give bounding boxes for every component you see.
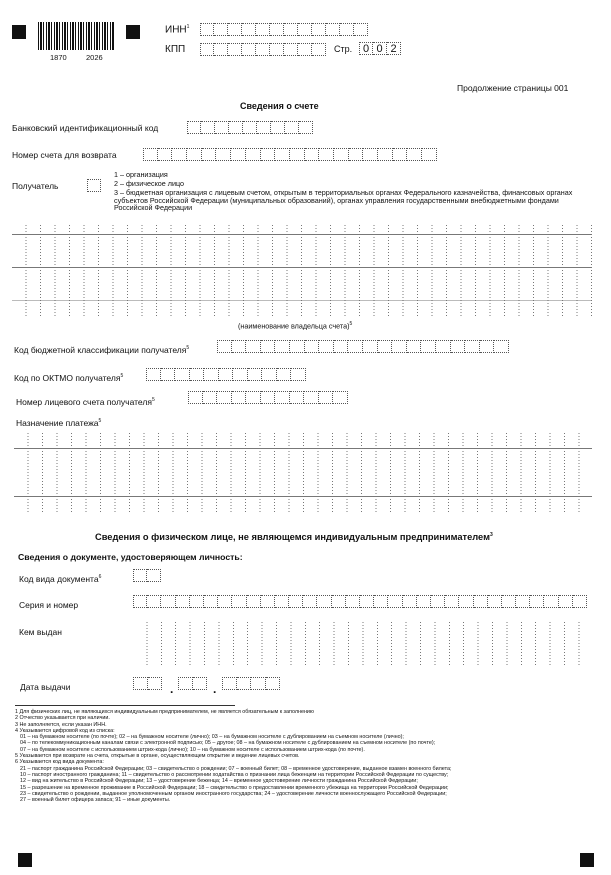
document-code-cells[interactable]: [133, 569, 161, 582]
footnote: 12 – вид на жительство в Российской Федерации; 13 – удостоверение беженца; 14 – временное удостоверение личности гражданина Российской Федерации;: [20, 778, 418, 785]
series-number-cells[interactable]: [133, 595, 587, 608]
owner-name-caption: (наименование владельца счета)$^5$: [238, 321, 353, 331]
footnote: 10 – паспорт иностранного гражданина; 11 – свидетельство о рассмотрении ходатайства о признании лица беженцем на территории Российской Федерации по существу;: [20, 771, 449, 778]
corner-marker-bottom-left: [18, 853, 32, 867]
personal-account-label: Номер лицевого счета получателя$^5$: [16, 397, 155, 407]
footnote: 2 Отчество указывается при наличии.: [15, 715, 110, 722]
kbk-label: Код бюджетной классификации получателя$^5$: [14, 345, 190, 355]
footnote: 4 Указывается цифровой код из списка:: [15, 727, 115, 734]
footnote: 1 Для физических лиц, не являющихся индивидуальным предпринимателем, не является обязательным к заполнению: [15, 709, 314, 715]
footnote-divider: [15, 705, 235, 706]
page-digit: 2: [387, 42, 401, 55]
series-number-label: Серия и номер: [19, 600, 79, 610]
person-section-title: Сведения о физическом лице, не являющемся индивидуальным предпринимателем$^3$: [95, 532, 493, 543]
kbk-cells[interactable]: [217, 340, 509, 353]
document-section-title: Сведения о документе, удостоверяющем личность:: [18, 552, 243, 562]
footnote: 6 Указывается код вида документа:: [15, 759, 104, 766]
barcode-number-left: 1870: [50, 53, 67, 62]
continuation-text: Продолжение страницы 001: [457, 83, 569, 93]
inn-label: ИНН$^1$: [165, 24, 190, 36]
bik-cells[interactable]: [187, 121, 313, 134]
recipient-label: Получатель: [12, 181, 59, 191]
bik-label: Банковский идентификационный код: [12, 123, 159, 133]
personal-account-cells[interactable]: [188, 391, 348, 404]
footnote: 3 Не заполняется, если указан ИНН.: [15, 721, 107, 728]
kpp-label: КПП: [165, 44, 186, 55]
footnote: 15 – разрешение на временное проживание в Российской Федерации; 18 – свидетельство о предоставлении временного убежища на территории Российской Федерации;: [20, 784, 449, 791]
kpp-cells[interactable]: [200, 43, 326, 56]
inn-cells[interactable]: [200, 23, 368, 36]
issue-date-day-cells[interactable]: [133, 677, 162, 690]
page-number-cells: [359, 42, 401, 55]
issue-date-label: Дата выдачи: [20, 682, 71, 692]
recipient-option-1: 1 – организация: [114, 170, 168, 179]
account-number-cells[interactable]: [143, 148, 437, 161]
footnote: 23 – свидетельство о рождении, выданное уполномоченным органом иностранного государства; 24 – удостоверение личности военнослужащего Российской Федерации;: [20, 790, 447, 797]
footnote: 04 – по телекоммуникационным каналам связи с электронной подписью; 05 – другое; 08 – на бумажном носителе с дублированием на съемном носителе (по почте);: [20, 740, 436, 747]
account-section-title: Сведения о счете: [240, 101, 319, 111]
payment-purpose-label: Назначение платежа$^5$: [16, 418, 102, 428]
account-number-label: Номер счета для возврата: [12, 150, 117, 160]
footnote: 07 – на бумажном носителе с использованием штрих-кода (лично); 10 – на бумажном носителе с использованием штрих-кода (по почте).: [20, 746, 365, 753]
footnote: 01 – на бумажном носителе (по почте); 02 – на бумажном носителе (лично); 03 – на бумажном носителе с дублированием на съемном носителе (лично);: [20, 734, 404, 741]
date-separator: .: [170, 682, 174, 696]
recipient-option-2: 2 – физическое лицо: [114, 179, 185, 188]
footnote: 5 Указывается при возврате на счета, открытые в органе, осуществляющем открытие и ведение лицевых счетов.: [15, 753, 300, 760]
page-digit: 0: [359, 42, 373, 55]
oktmo-label: Код по ОКТМО получателя$^5$: [14, 373, 124, 383]
date-separator: .: [213, 682, 217, 696]
page-label: Стр.: [334, 44, 353, 54]
footnotes: [15, 709, 605, 803]
barcode: [38, 22, 114, 50]
corner-marker-bottom-right: [580, 853, 594, 867]
issued-by-label: Кем выдан: [19, 627, 62, 637]
recipient-type-cell[interactable]: [87, 179, 101, 192]
issued-by-cells[interactable]: [133, 620, 592, 665]
page-digit: 0: [373, 42, 387, 55]
oktmo-cells[interactable]: [146, 368, 306, 381]
document-code-label: Код вида документа$^6$: [19, 574, 102, 584]
payment-purpose-cells[interactable]: [14, 432, 592, 512]
recipient-option-3: 3 – бюджетная организация с лицевым счетом, открытым в территориальных органах Федерального казначейства, финансовых органах субъектов Российской Федерации (муниципальных образований), органах управления государственными внебюджетными фондами Российской Федерации: [114, 188, 573, 213]
issue-date-month-cells[interactable]: [178, 677, 207, 690]
issue-date-year-cells[interactable]: [222, 677, 280, 690]
barcode-number-right: 2026: [86, 53, 103, 62]
corner-marker-top-center: [126, 25, 140, 39]
footnote: 27 – военный билет офицера запаса; 91 – иные документы.: [20, 797, 171, 804]
footnote: 21 – паспорт гражданина Российской Федерации; 03 – свидетельство о рождении; 07 – военный билет; 08 – временное удостоверение, выданное взамен военного билета;: [20, 765, 452, 772]
corner-marker-top-left: [12, 25, 26, 39]
owner-name-cells[interactable]: [12, 224, 592, 316]
